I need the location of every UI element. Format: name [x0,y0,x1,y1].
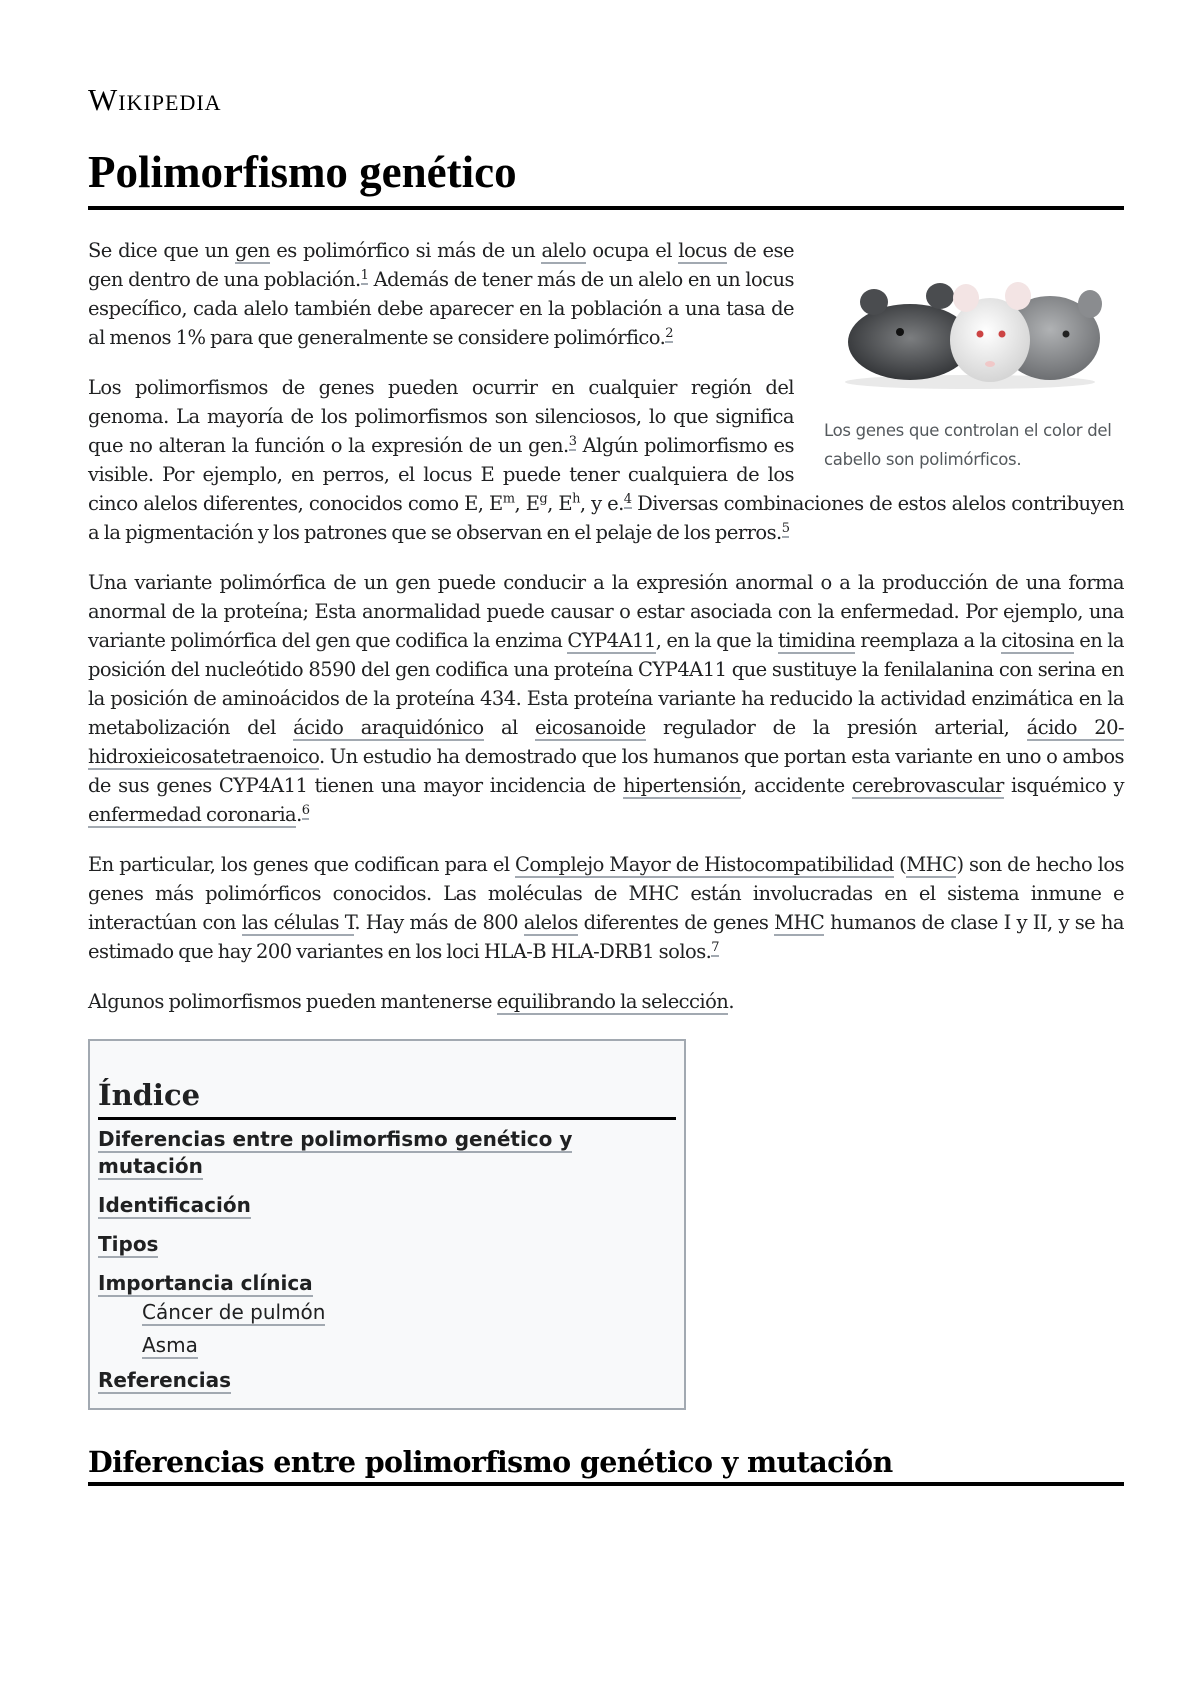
toc-subitem [142,1299,676,1326]
text: regulador de la presión arterial, [645,716,1027,739]
page-title: Polimorfismo genético [88,142,1124,210]
text: al [483,716,536,739]
link-complejo-mayor[interactable]: Complejo Mayor de Histocompatibilidad [515,853,894,876]
reference-7 [711,940,719,957]
mice-illustration [840,274,1102,392]
text: Algunos polimorfismos pueden mantenerse [88,990,497,1013]
link-timidina[interactable]: timidina [777,629,856,652]
toc-item [98,1192,676,1219]
text: ) son de hecho los genes más polimórficos conocidos. Las moléculas de MHC están involucradas en el sistema inmune e interactúan con [88,853,1124,934]
text: , en la que la [655,629,778,652]
link-alelos[interactable]: alelos [523,911,578,934]
article-content [88,236,1124,1486]
reference-4 [624,492,632,509]
reference-link[interactable]: 5 [781,520,790,536]
figure-caption: Los genes que controlan el color del cabello son polimórficos. [824,421,1112,469]
reference-link[interactable]: 7 [711,939,720,955]
link-celulas-t[interactable]: las células T [241,911,355,934]
link-acido-araquidonico[interactable]: ácido araquidónico [293,716,484,739]
toc-link-importancia-clinica[interactable]: Importancia clínica [98,1271,313,1295]
text: , accidente [741,774,852,797]
table-of-contents [88,1039,686,1410]
reference-link[interactable]: 1 [360,267,369,283]
section-heading: Diferencias entre polimorfismo genético y mutación [88,1442,1124,1486]
link-equilibrando-seleccion[interactable]: equilibrando la selección [496,990,729,1013]
superscript: m [502,491,515,507]
toc-item [98,1270,676,1297]
link-enfermedad-coronaria[interactable]: enfermedad coronaria [88,803,297,826]
link-cerebrovascular[interactable]: cerebrovascular [851,774,1004,797]
superscript: h [572,491,580,507]
superscript: g [539,491,548,507]
text: . Un estudio ha demostrado que los humanos que portan esta variante en uno o ambos de sus genes CYP4A11 tienen una mayor incidencia de [88,745,1124,797]
text: isquémico y [1003,774,1124,797]
link-20-hete[interactable]: ácido 20-hidroxieicosatetraenoico [88,716,1124,768]
link-mhc-2[interactable]: MHC [774,911,825,934]
paragraph-3 [88,568,1124,829]
toc-link-cancer-pulmon[interactable]: Cáncer de pulmón [142,1300,326,1324]
paragraph-4 [88,850,1124,966]
text: . Hay más de 800 [354,911,524,934]
text: Se dice que un [88,239,235,262]
link-cyp4a11[interactable]: CYP4A11 [567,629,656,652]
toc-link-referencias[interactable]: Referencias [98,1368,232,1392]
reference-6 [302,803,310,820]
link-mhc[interactable]: MHC [906,853,957,876]
text: reemplaza a la [855,629,1002,652]
toc-link-asma[interactable]: Asma [142,1333,198,1357]
link-gen[interactable]: gen [234,239,270,262]
text: Los polimorfismos de genes pueden ocurrir en cualquier región del genoma. La mayoría de los polimorfismos son silenciosos, lo que significa que no alteran la función o la expresión de un gen. [88,376,794,457]
text: ocupa el [586,239,679,262]
link-locus[interactable]: locus [678,239,727,262]
toc-link-identificacion[interactable]: Identificación [98,1193,251,1217]
text: de ese gen dentro de una población. [88,239,794,291]
text: Además de tener más de un alelo en un locus específico, cada alelo también debe aparecer en la población a una tasa de al menos 1% para que generalmente se considere polimórfico. [88,268,794,349]
toc-item [98,1231,676,1258]
text: Algún polimorfismo es visible. Por ejemplo, en perros, el locus E puede tener cualquiera de los cinco alelos diferentes, conocidos como E, E [88,434,794,515]
text: diferentes de genes [577,911,775,934]
toc-title: Índice [98,1073,676,1120]
text: , y e. [579,492,624,515]
paragraph-5 [88,987,1124,1016]
link-citosina[interactable]: citosina [1001,629,1075,652]
toc-link-tipos[interactable]: Tipos [98,1232,159,1256]
link-hipertension[interactable]: hipertensión [622,774,741,797]
text: Diversas combinaciones de estos alelos contribuyen a la pigmentación y los patrones que se observan en el pelaje de los perros. [88,492,1124,544]
text: es polimórfico si más de un [269,239,542,262]
reference-2 [665,326,673,343]
reference-link[interactable]: 2 [665,325,674,341]
text: Una variante polimórfica de un gen puede conducir a la expresión anormal o a la producción de una forma anormal de la proteína; Esta anormalidad puede causar o estar asociada con la enfermedad. Por ejemplo, una variante polimórfica del gen que codifica la enzima [88,571,1124,652]
toc-item [98,1126,676,1180]
toc-item [98,1367,676,1394]
text: ( [893,853,907,876]
text: , E [547,492,573,515]
toc-subitem [142,1332,676,1359]
reference-link[interactable]: 6 [301,802,310,818]
link-alelo[interactable]: alelo [541,239,587,262]
reference-5 [782,521,790,538]
mice-image[interactable] [840,274,1102,392]
text: en la posición del nucleótido 8590 del gen codifica una proteína CYP4A11 que sustituye la fenilalanina con serina en la posición de aminoácidos de la proteína 434. Esta proteína variante ha reducido la actividad enzimática en la metabolización del [88,629,1124,739]
text: En particular, los genes que codifican para el [88,853,516,876]
text: . [296,803,302,826]
reference-link[interactable]: 4 [623,491,632,507]
wikipedia-logo[interactable]: Wikipedia [88,82,222,117]
reference-link[interactable]: 3 [568,433,577,449]
toc-link-diferencias[interactable]: Diferencias entre polimorfismo genético y mutación [98,1127,573,1178]
text: . [728,990,734,1013]
text: , E [514,492,540,515]
text: humanos de clase I y II, y se ha estimado que hay 200 variantes en los loci HLA-B HLA-DRB1 solos. [88,911,1125,963]
figure [824,240,1124,474]
link-eicosanoide[interactable]: eicosanoide [535,716,646,739]
